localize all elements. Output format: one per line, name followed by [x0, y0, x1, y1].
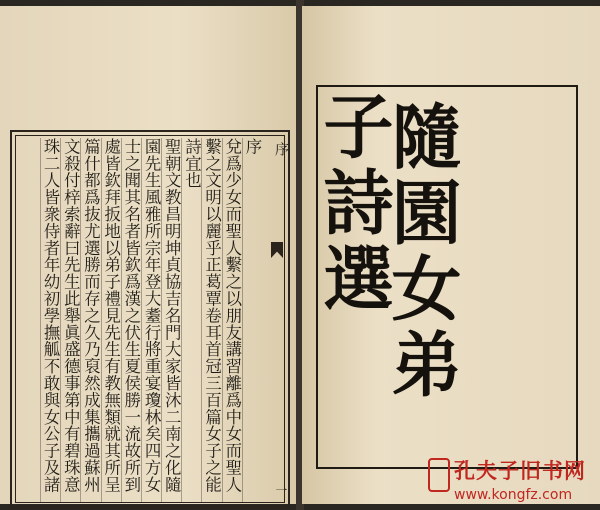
preface-line-1: 兌爲少女而聖人繫之以朋友講習離爲中女而聖人 — [222, 138, 242, 502]
watermark — [454, 455, 586, 503]
preface-head: 序 — [242, 138, 262, 502]
text-column-7: 文殺付梓索辭曰先生此舉眞盛德事第中有碧珠意 — [60, 138, 80, 502]
watermark-site-name: 孔夫子旧书网 — [454, 459, 586, 483]
text-column-2: 聖朝文教昌明坤貞協吉名門大家皆沐二南之化隨 — [161, 138, 181, 502]
text-column-8: 珠二人皆衆侍者年幼初學撫觚不敢與女公子及諸 — [40, 138, 60, 502]
book-title-left: 子詩選 — [312, 90, 395, 318]
fishtail-mark-icon — [271, 242, 283, 258]
page-edge-strip — [270, 138, 289, 502]
watermark-logo-icon — [428, 458, 450, 492]
preface-text — [40, 138, 262, 502]
text-column-3: 園先生風雅所宗年登大耋行將重宴瓊林矣四方女 — [141, 138, 161, 502]
watermark-url: www.kongfz.com — [454, 487, 573, 503]
edge-folio: 一 — [274, 484, 288, 496]
edge-title: 序 — [273, 142, 289, 156]
preface-line-2: 繫之文明以麗乎正葛覃卷耳首冠三百篇女子之能 — [201, 138, 221, 502]
text-column-1: 詩宜也 — [181, 138, 201, 502]
left-page — [0, 6, 298, 504]
book-title-right: 隨園女弟 — [380, 100, 463, 404]
text-column-5: 處皆欽拜扳地以弟子禮見先生有教無類就其所呈 — [101, 138, 121, 502]
preface-frame — [10, 130, 290, 508]
text-column-6: 篇什都爲抜尤選勝而存之久乃裒然成集攜過蘇州 — [80, 138, 100, 502]
text-column-4: 士之聞其名者皆欽爲漢之伏生夏侯勝一流故所到 — [121, 138, 141, 502]
